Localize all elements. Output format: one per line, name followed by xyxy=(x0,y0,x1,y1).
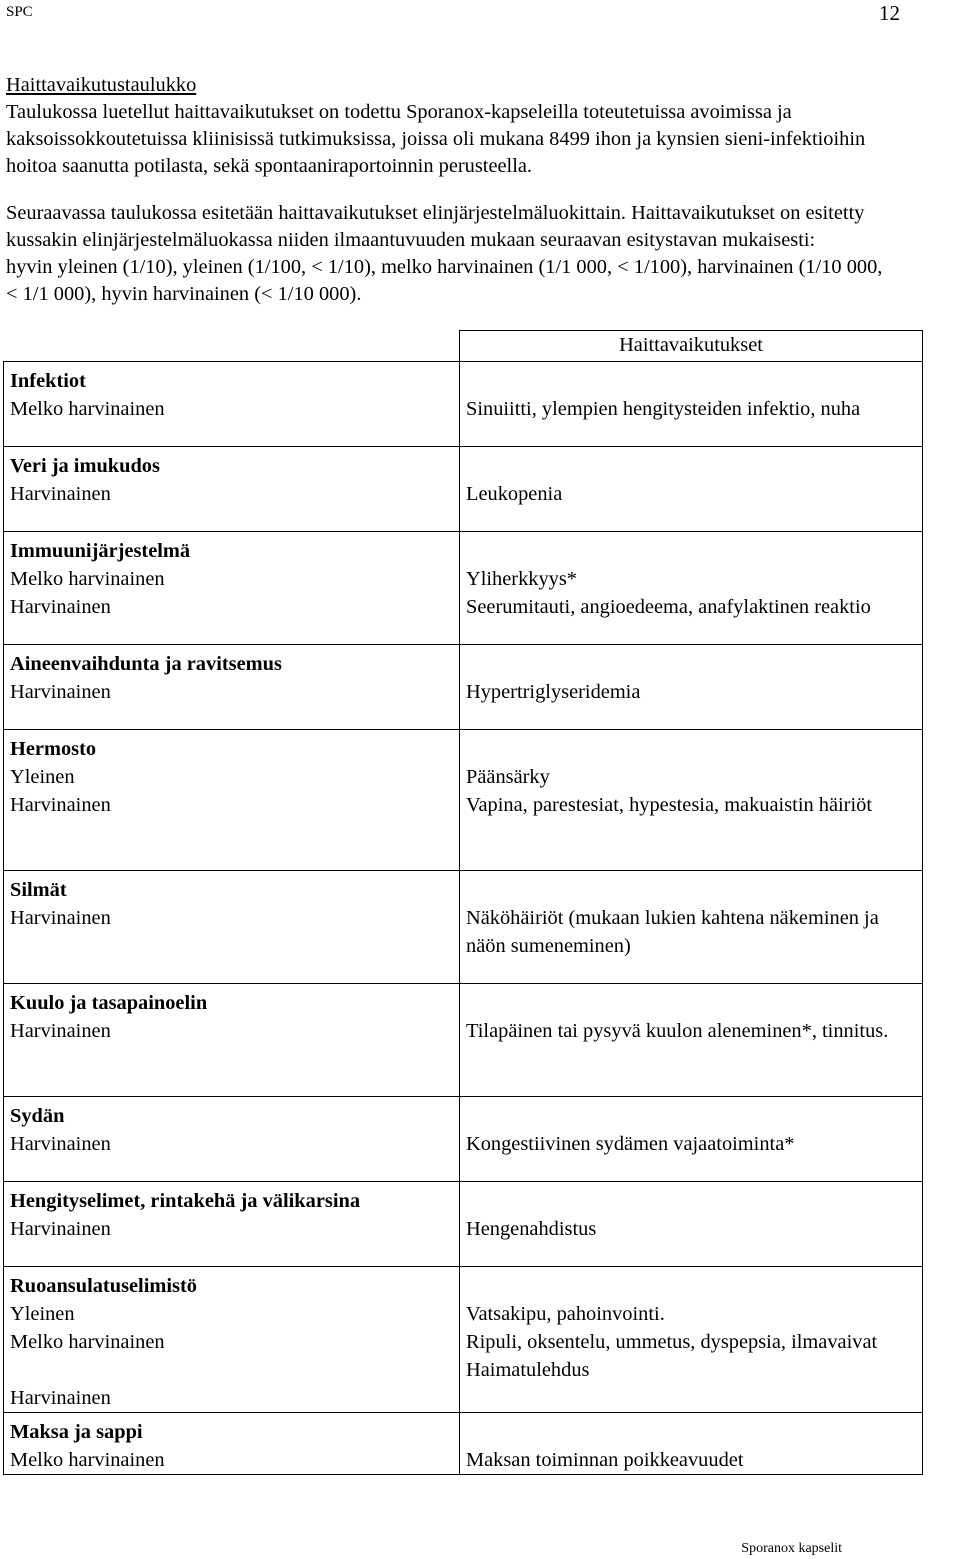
effects-cell xyxy=(460,645,923,730)
spacer xyxy=(466,367,916,395)
table-row xyxy=(4,1097,923,1182)
effects-cell xyxy=(460,447,923,532)
category-cell xyxy=(4,362,460,447)
effects-cell xyxy=(460,1097,923,1182)
frequency-label: Melko harvinainen xyxy=(10,1331,165,1353)
effect-text: Haimatulehdus xyxy=(466,1359,590,1381)
frequency-label: Harvinainen xyxy=(10,681,111,703)
frequency-label: Harvinainen xyxy=(10,907,111,929)
effects-cell xyxy=(460,730,923,871)
table-row xyxy=(4,984,923,1097)
category-name: Maksa ja sappi xyxy=(10,1421,143,1443)
category-name: Sydän xyxy=(10,1105,65,1127)
category-name: Kuulo ja tasapainoelin xyxy=(10,992,208,1014)
paragraph-line: < 1/1 000), hyvin harvinainen (< 1/10 000). xyxy=(6,283,362,305)
category-cell xyxy=(4,447,460,532)
frequency-label: Yleinen xyxy=(10,1303,75,1325)
table-row xyxy=(4,871,923,984)
effect-text: Seerumitauti, angioedeema, anafylaktinen reaktio xyxy=(466,596,871,618)
effects-cell xyxy=(460,532,923,645)
category-cell xyxy=(4,532,460,645)
category-name: Veri ja imukudos xyxy=(10,455,160,477)
effects-cell xyxy=(460,871,923,984)
effect-text: Hypertriglyseridemia xyxy=(466,681,641,703)
intro-paragraph-1 xyxy=(6,99,958,180)
effect-text: Näköhäiriöt (mukaan lukien kahtena näkeminen ja näön sumeneminen) xyxy=(466,907,879,957)
category-cell xyxy=(4,730,460,871)
effects-cell xyxy=(460,362,923,447)
category-name: Hengityselimet, rintakehä ja välikarsina xyxy=(10,1190,361,1212)
intro-paragraph-2 xyxy=(6,200,958,308)
effect-text: Sinuiitti, ylempien hengitysteiden infektio, nuha xyxy=(466,398,861,420)
paragraph-line: hyvin yleinen (1/10), yleinen (1/100, < 1/10), melko harvinainen (1/1 000, < 1/100), harvinainen (1/10 000, xyxy=(6,256,883,278)
frequency-label: Yleinen xyxy=(10,766,75,788)
frequency-label: Melko harvinainen xyxy=(10,1449,165,1471)
paragraph-line: Taulukossa luetellut haittavaikutukset on todettu Sporanox-kapseleilla toteutetuissa avoimissa ja xyxy=(6,101,792,123)
category-cell xyxy=(4,1413,460,1475)
table-row xyxy=(4,532,923,645)
category-cell xyxy=(4,1182,460,1267)
effect-text: Leukopenia xyxy=(466,483,563,505)
category-name: Hermosto xyxy=(10,738,97,760)
footer-label: Sporanox kapselit xyxy=(741,1541,842,1556)
category-name: Ruoansulatuselimistö xyxy=(10,1275,197,1297)
category-name: Immuunijärjestelmä xyxy=(10,540,191,562)
table-header-cell: Haittavaikutukset xyxy=(460,331,923,362)
category-cell xyxy=(4,1097,460,1182)
category-name: Silmät xyxy=(10,879,67,901)
frequency-label: Harvinainen xyxy=(10,1387,111,1409)
table-row xyxy=(4,362,923,447)
table-row xyxy=(4,447,923,532)
category-name: Aineenvaihdunta ja ravitsemus xyxy=(10,653,282,675)
category-cell xyxy=(4,871,460,984)
effect-text: Päänsärky xyxy=(466,766,550,788)
table-row xyxy=(4,1182,923,1267)
frequency-label: Harvinainen xyxy=(10,1133,111,1155)
frequency-label: Melko harvinainen xyxy=(10,398,165,420)
spacer xyxy=(466,1102,916,1130)
table-row xyxy=(4,1267,923,1413)
frequency-label: Melko harvinainen xyxy=(10,568,165,590)
frequency-label: Harvinainen xyxy=(10,1020,111,1042)
paragraph-line: kaksoissokkoutetuissa kliinisissä tutkimuksissa, joissa oli mukana 8499 ihon ja kynsien sieni-infektioihin xyxy=(6,128,866,150)
paragraph-line: Seuraavassa taulukossa esitetään haittavaikutukset elinjärjestelmäluokittain. Haittavaikutukset on esitetty xyxy=(6,202,865,224)
frequency-label: Harvinainen xyxy=(10,1218,111,1240)
table-row xyxy=(4,730,923,871)
empty-header-cell xyxy=(4,331,460,362)
effect-text: Maksan toiminnan poikkeavuudet xyxy=(466,1449,744,1471)
effects-cell xyxy=(460,1413,923,1475)
spacer xyxy=(466,452,916,480)
frequency-label: Harvinainen xyxy=(10,596,111,618)
table-row xyxy=(4,645,923,730)
effects-cell xyxy=(460,1182,923,1267)
spacer xyxy=(466,1272,916,1300)
section-heading xyxy=(6,72,958,99)
effect-text: Kongestiivinen sydämen vajaatoiminta* xyxy=(466,1133,795,1155)
table-body xyxy=(4,362,923,1475)
spacer xyxy=(466,735,916,763)
category-cell xyxy=(4,984,460,1097)
spacer xyxy=(466,989,916,1017)
effect-text: Tilapäinen tai pysyvä kuulon aleneminen*, tinnitus. xyxy=(466,1020,889,1042)
page-number: 12 xyxy=(879,1,900,25)
effect-text: Vapina, parestesiat, hypestesia, makuaistin häiriöt xyxy=(466,794,872,816)
paragraph-line: kussakin elinjärjestelmäluokassa niiden ilmaantuvuuden mukaan seuraavan esitystavan mukaisesti: xyxy=(6,229,816,251)
category-name: Infektiot xyxy=(10,370,86,392)
spacer xyxy=(466,1418,916,1446)
frequency-label: Harvinainen xyxy=(10,483,111,505)
effect-text: Hengenahdistus xyxy=(466,1218,597,1240)
table-row xyxy=(4,1413,923,1475)
effect-text: Vatsakipu, pahoinvointi. xyxy=(466,1303,665,1325)
frequency-label: Harvinainen xyxy=(10,794,111,816)
spacer xyxy=(466,537,916,565)
category-cell xyxy=(4,645,460,730)
effects-cell xyxy=(460,984,923,1097)
effect-text: Yliherkkyys* xyxy=(466,568,578,590)
paragraph-line: hoitoa saanutta potilasta, sekä spontaaniraportoinnin perusteella. xyxy=(6,155,533,177)
effects-cell xyxy=(460,1267,923,1413)
table-header-row xyxy=(4,331,923,362)
spacer xyxy=(466,876,916,904)
effect-text: Ripuli, oksentelu, ummetus, dyspepsia, ilmavaivat xyxy=(466,1331,878,1353)
heading-text: Haittavaikutustaulukko xyxy=(6,74,197,96)
spacer xyxy=(466,650,916,678)
category-cell xyxy=(4,1267,460,1413)
adverse-effects-table xyxy=(3,330,923,1475)
header-label: SPC xyxy=(6,4,33,20)
spacer xyxy=(466,1187,916,1215)
